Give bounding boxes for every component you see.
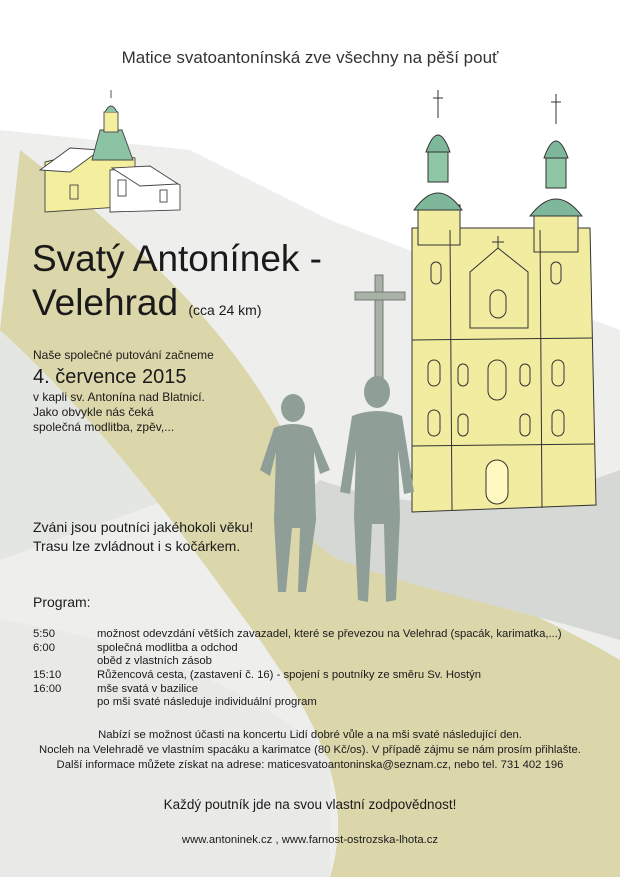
program-time: 6:00 bbox=[33, 641, 55, 654]
title-line-2 bbox=[32, 282, 261, 324]
program-row bbox=[33, 628, 613, 642]
program-label: Program: bbox=[33, 594, 91, 610]
place-text bbox=[33, 390, 205, 435]
program-row bbox=[33, 642, 613, 656]
program-time: 15:10 bbox=[33, 669, 62, 682]
place-line: společná modlitba, zpěv,... bbox=[33, 420, 175, 434]
title-distance: (cca 24 km) bbox=[188, 302, 262, 318]
program-row bbox=[33, 683, 613, 697]
program-time: 16:00 bbox=[33, 682, 62, 695]
program-text: možnost odevzdání větších zavazadel, které se převezou na Velehrad (spacák, karimatka,...) bbox=[97, 628, 562, 640]
program-text: po mši svaté následuje individuální program bbox=[97, 696, 317, 709]
additional-notes bbox=[0, 728, 620, 773]
title-destination: Velehrad bbox=[32, 282, 179, 323]
website-links: www.antoninek.cz , www.farnost-ostrozska-lhota.cz bbox=[181, 834, 439, 846]
program-list bbox=[33, 628, 613, 710]
note-line: Další informace můžete získat na adrese: maticesvatoantoninska@seznam.cz, nebo tel. 731 402 196 bbox=[56, 759, 564, 771]
program-row bbox=[33, 669, 613, 683]
intro-text: Naše společné putování začneme bbox=[33, 348, 214, 362]
program-text: Růžencová cesta, (zastavení č. 16) - spojení s poutníky ze směru Sv. Hostýn bbox=[97, 669, 482, 682]
program-text: společná modlitba a odchod bbox=[97, 641, 238, 654]
title-line-1: Svatý Antonínek - bbox=[32, 238, 323, 279]
place-line: v kapli sv. Antonína nad Blatnicí. bbox=[33, 390, 205, 404]
header-invitation: Matice svatoantonínská zve všechny na pěší pouť bbox=[121, 48, 499, 67]
note-line: Nocleh na Velehradě ve vlastním spacáku a karimatce (80 Kč/os). V případě zájmu se nám prosím přihlašte. bbox=[39, 744, 581, 756]
event-date: 4. července 2015 bbox=[33, 366, 187, 388]
program-row bbox=[33, 655, 613, 669]
note-line: Nabízí se možnost účasti na koncertu Lidí dobré vůle a na mši svaté následující den. bbox=[98, 729, 522, 741]
program-time: 5:50 bbox=[33, 628, 55, 640]
welcome-line: Zváni jsou poutníci jakéhokoli věku! bbox=[33, 519, 254, 535]
welcome-text bbox=[33, 518, 253, 556]
program-text: mše svatá v bazilice bbox=[97, 682, 199, 695]
program-row bbox=[33, 696, 613, 710]
place-line: Jako obvykle nás čeká bbox=[33, 405, 154, 419]
program-text: oběd z vlastních zásob bbox=[97, 655, 212, 668]
responsibility-note: Každý poutník jde na svou vlastní zodpovědnost! bbox=[163, 797, 457, 812]
basilica-drawing bbox=[412, 90, 596, 512]
welcome-line: Trasu lze zvládnout i s kočárkem. bbox=[33, 538, 241, 554]
